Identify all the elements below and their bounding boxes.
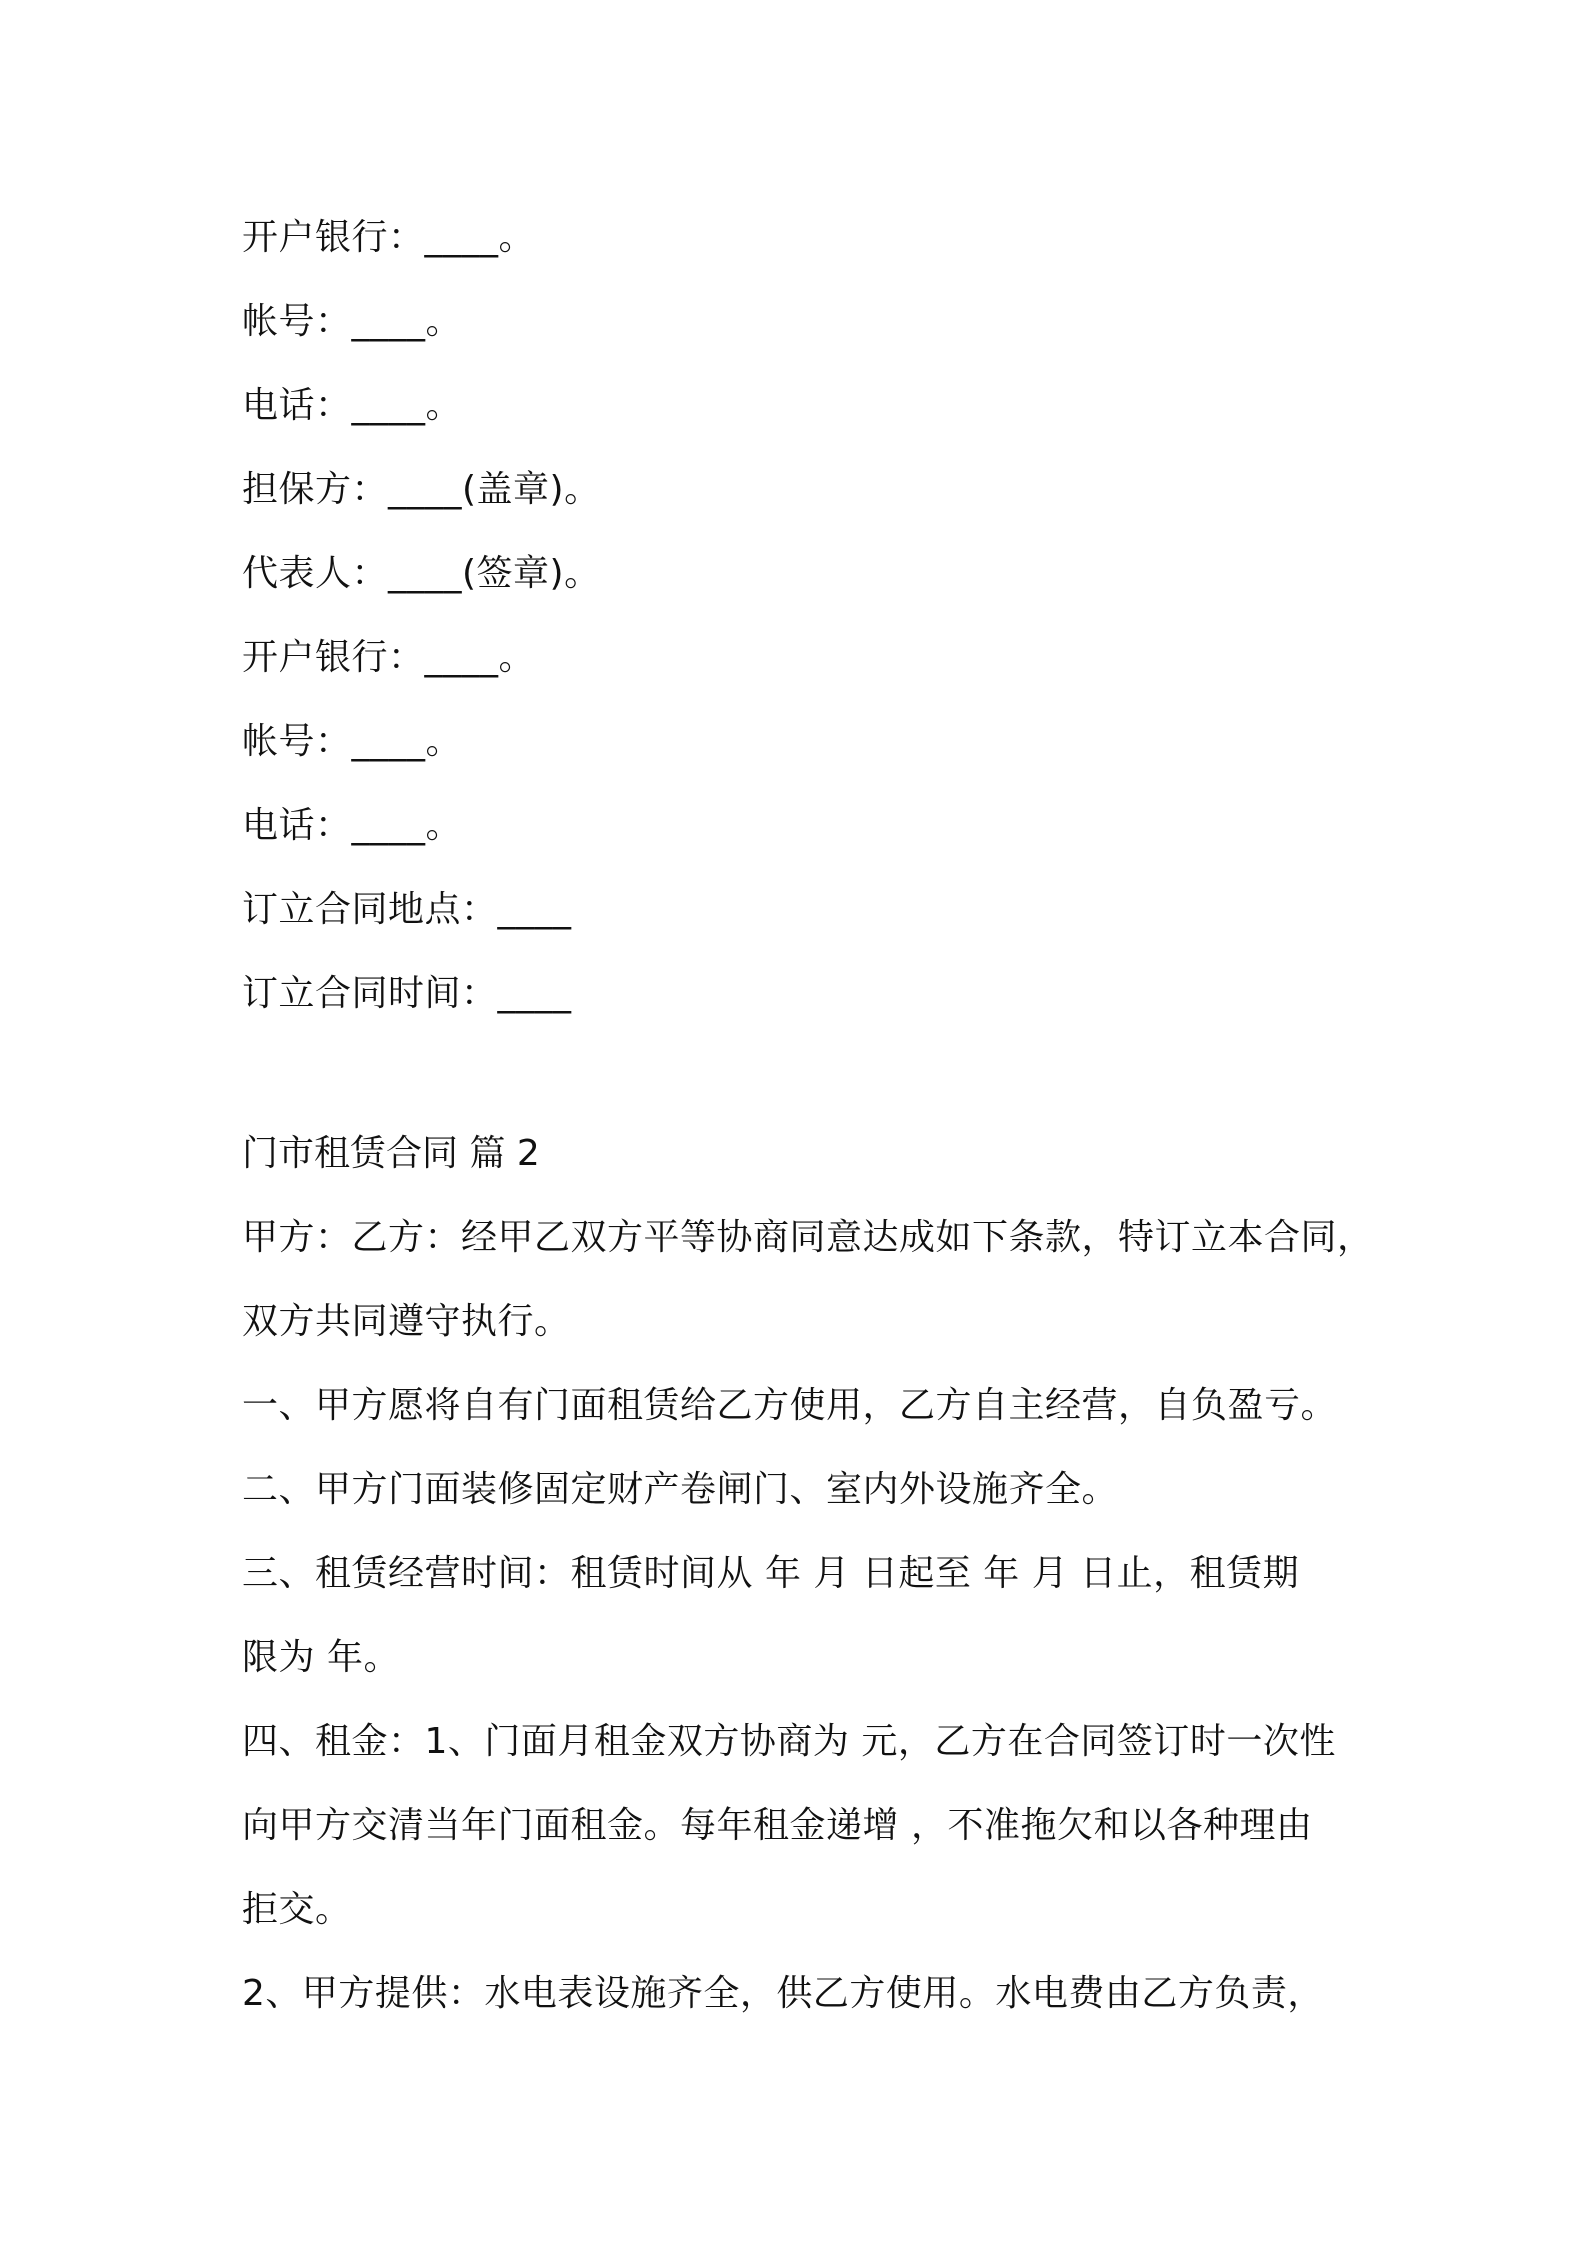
field-bank: 开户银行：____。 [242,217,536,258]
paragraph-line: 拒交。 [242,1889,352,1930]
section-title: 门市租赁合同 篇 2 [242,1133,540,1174]
section-gap [242,1036,1362,1112]
paragraph-clause-4-2 [242,1952,1362,2036]
paragraph-clause-4 [242,1700,1362,1952]
paragraph-line: 2、甲方提供：水电表设施齐全，供乙方使用。水电费由乙方负责， [242,1973,1324,2014]
field-account: 帐号：____。 [242,301,463,342]
field-contract-time: 订立合同时间：____ [242,973,572,1014]
field-bank-2: 开户银行：____。 [242,637,536,678]
paragraph-clause-1 [242,1364,1362,1448]
field-representative: 代表人：____(签章)。 [242,553,601,594]
paragraph-intro [242,1196,1374,1364]
paragraph-line: 二、甲方门面装修固定财产卷闸门、室内外设施齐全。 [242,1469,1119,1510]
field-account-2: 帐号：____。 [242,721,463,762]
paragraph-clause-2 [242,1448,1362,1532]
paragraph-clause-3 [242,1532,1362,1700]
paragraph-line: 甲方：乙方：经甲乙双方平等协商同意达成如下条款，特订立本合同， [242,1217,1374,1258]
field-contract-place: 订立合同地点：____ [242,889,572,930]
document-content [242,196,1374,2036]
paragraph-line: 三、租赁经营时间：租赁时间从 年 月 日起至 年 月 日止，租赁期 [242,1553,1300,1594]
field-phone-2: 电话：____。 [242,805,463,846]
paragraph-line: 限为 年。 [242,1637,400,1678]
field-phone: 电话：____。 [242,385,463,426]
paragraph-line: 双方共同遵守执行。 [242,1301,571,1342]
paragraph-line: 四、租金：1、门面月租金双方协商为 元，乙方在合同签订时一次性 [242,1721,1336,1762]
field-guarantor: 担保方：____(盖章)。 [242,469,601,510]
paragraph-line: 一、甲方愿将自有门面租赁给乙方使用，乙方自主经营，自负盈亏。 [242,1385,1338,1426]
paragraph-line: 向甲方交清当年门面租金。每年租金递增 ，不准拖欠和以各种理由 [242,1805,1313,1846]
